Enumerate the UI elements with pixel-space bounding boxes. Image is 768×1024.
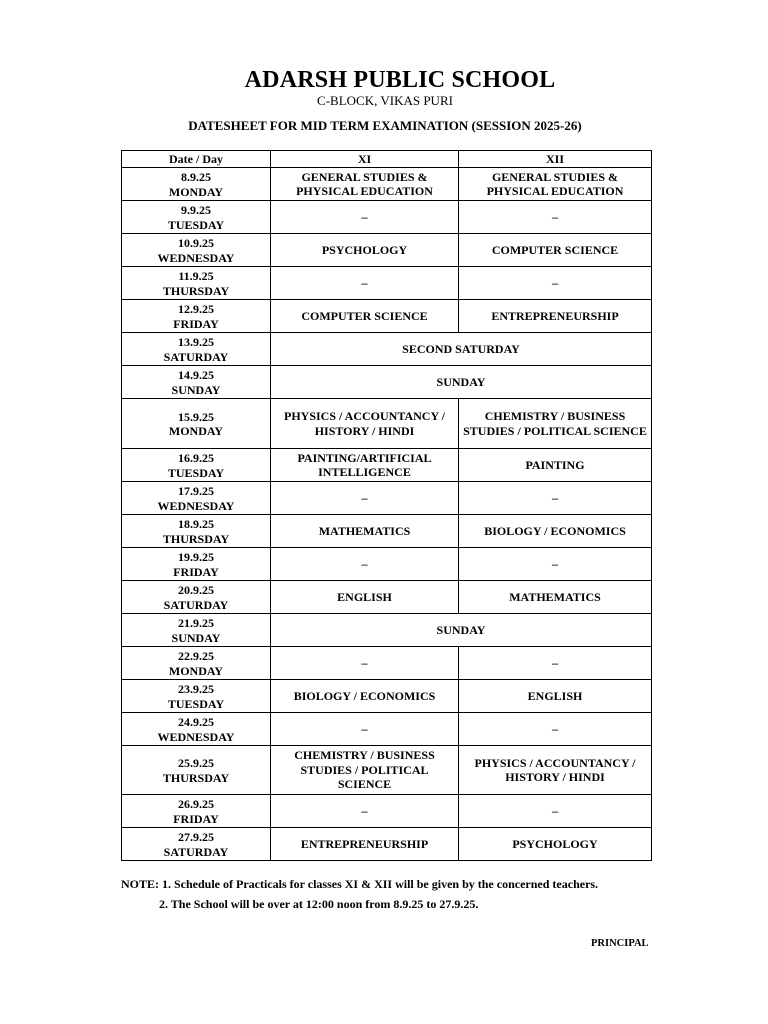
day-text: FRIDAY xyxy=(173,564,219,579)
date-day-cell xyxy=(122,581,271,614)
table-row xyxy=(122,399,652,449)
class-xii-subject-cell: ENTREPRENEURSHIP xyxy=(459,300,652,333)
date-text: 12.9.25 xyxy=(178,302,214,316)
date-text: 8.9.25 xyxy=(181,170,211,184)
class-xii-subject-cell: – xyxy=(459,795,652,828)
note-line-1: NOTE: 1. Schedule of Practicals for classes XI & XII will be given by the concerned teachers. xyxy=(121,877,599,891)
date-day-cell xyxy=(122,482,271,515)
date-day-cell xyxy=(122,449,271,482)
date-text: 15.9.25 xyxy=(178,409,214,424)
date-text: 22.9.25 xyxy=(178,649,214,663)
table-row xyxy=(122,713,652,746)
date-day-cell xyxy=(122,515,271,548)
table-header-row xyxy=(122,151,652,168)
class-xii-subject-cell: – xyxy=(459,267,652,300)
date-text: 23.9.25 xyxy=(178,682,214,696)
date-day-cell xyxy=(122,548,271,581)
table-row xyxy=(122,614,652,647)
holiday-cell: SUNDAY xyxy=(271,366,652,399)
date-day-cell xyxy=(122,267,271,300)
class-xi-subject-cell: – xyxy=(271,713,459,746)
date-day-cell xyxy=(122,680,271,713)
date-text: 25.9.25 xyxy=(178,756,214,770)
class-xi-subject-cell: – xyxy=(271,548,459,581)
table-row xyxy=(122,795,652,828)
table-row xyxy=(122,515,652,548)
class-xi-subject-cell: CHEMISTRY / BUSINESS STUDIES / POLITICAL SCIENCE xyxy=(271,746,459,795)
class-xi-subject-cell: – xyxy=(271,201,459,234)
date-day-cell xyxy=(122,366,271,399)
day-text: MONDAY xyxy=(168,663,224,678)
day-text: THURSDAY xyxy=(162,770,230,785)
class-xii-subject-cell: MATHEMATICS xyxy=(459,581,652,614)
class-xi-subject-cell: PHYSICS / ACCOUNTANCY / HISTORY / HINDI xyxy=(271,399,459,449)
column-header-xii: XII xyxy=(459,151,652,168)
table-row xyxy=(122,647,652,680)
day-text: FRIDAY xyxy=(173,811,219,826)
class-xi-subject-cell: – xyxy=(271,482,459,515)
day-text: WEDNESDAY xyxy=(157,250,235,265)
class-xii-subject-cell: – xyxy=(459,482,652,515)
table-row xyxy=(122,449,652,482)
class-xi-subject-cell: BIOLOGY / ECONOMICS xyxy=(271,680,459,713)
date-day-cell xyxy=(122,614,271,647)
column-header-date: Date / Day xyxy=(122,151,271,168)
table-row xyxy=(122,300,652,333)
class-xii-subject-cell: ENGLISH xyxy=(459,680,652,713)
date-day-cell xyxy=(122,168,271,201)
class-xi-subject-cell: COMPUTER SCIENCE xyxy=(271,300,459,333)
class-xii-subject-cell: – xyxy=(459,201,652,234)
day-text: MONDAY xyxy=(168,424,224,438)
class-xii-subject-cell: COMPUTER SCIENCE xyxy=(459,234,652,267)
day-text: SATURDAY xyxy=(163,597,229,612)
day-text: FRIDAY xyxy=(173,316,219,331)
day-text: TUESDAY xyxy=(167,696,225,711)
class-xii-subject-cell: – xyxy=(459,713,652,746)
class-xii-subject-cell: BIOLOGY / ECONOMICS xyxy=(459,515,652,548)
holiday-cell: SUNDAY xyxy=(271,614,652,647)
class-xii-subject-cell: – xyxy=(459,548,652,581)
table-row xyxy=(122,746,652,795)
date-day-cell xyxy=(122,300,271,333)
class-xii-subject-cell: GENERAL STUDIES & PHYSICAL EDUCATION xyxy=(459,168,652,201)
table-row xyxy=(122,267,652,300)
table-row xyxy=(122,234,652,267)
class-xi-subject-cell: – xyxy=(271,267,459,300)
day-text: TUESDAY xyxy=(167,217,225,232)
day-text: THURSDAY xyxy=(162,283,230,298)
date-day-cell xyxy=(122,713,271,746)
column-header-xi: XI xyxy=(271,151,459,168)
date-text: 16.9.25 xyxy=(178,451,214,465)
date-text: 27.9.25 xyxy=(178,830,214,844)
class-xi-subject-cell: MATHEMATICS xyxy=(271,515,459,548)
day-text: TUESDAY xyxy=(167,465,225,480)
table-row xyxy=(122,828,652,861)
note-line-2: 2. The School will be over at 12:00 noon from 8.9.25 to 27.9.25. xyxy=(159,897,479,911)
day-text: SUNDAY xyxy=(171,382,221,397)
date-day-cell xyxy=(122,201,271,234)
date-text: 11.9.25 xyxy=(178,269,214,283)
date-day-cell xyxy=(122,828,271,861)
date-day-cell xyxy=(122,795,271,828)
date-text: 24.9.25 xyxy=(178,715,214,729)
date-day-cell xyxy=(122,746,271,795)
day-text: SATURDAY xyxy=(163,349,229,364)
date-text: 21.9.25 xyxy=(178,616,214,630)
class-xi-subject-cell: – xyxy=(271,647,459,680)
day-text: SATURDAY xyxy=(163,844,229,859)
class-xi-subject-cell: ENGLISH xyxy=(271,581,459,614)
date-text: 14.9.25 xyxy=(178,368,214,382)
day-text: THURSDAY xyxy=(162,531,230,546)
table-row xyxy=(122,482,652,515)
class-xii-subject-cell: PHYSICS / ACCOUNTANCY / HISTORY / HINDI xyxy=(459,746,652,795)
holiday-cell: SECOND SATURDAY xyxy=(271,333,652,366)
date-day-cell xyxy=(122,647,271,680)
class-xi-subject-cell: ENTREPRENEURSHIP xyxy=(271,828,459,861)
class-xii-subject-cell: PAINTING xyxy=(459,449,652,482)
date-text: 20.9.25 xyxy=(178,583,214,597)
school-address: C-BLOCK, VIKAS PURI xyxy=(317,93,453,108)
class-xi-subject-cell: GENERAL STUDIES & PHYSICAL EDUCATION xyxy=(271,168,459,201)
date-text: 17.9.25 xyxy=(178,484,214,498)
table-row xyxy=(122,680,652,713)
table-row xyxy=(122,548,652,581)
day-text: MONDAY xyxy=(168,184,224,199)
class-xi-subject-cell: – xyxy=(271,795,459,828)
school-name: ADARSH PUBLIC SCHOOL xyxy=(244,67,556,93)
class-xi-subject-cell: PAINTING/ARTIFICIAL INTELLIGENCE xyxy=(271,449,459,482)
date-day-cell xyxy=(122,399,271,449)
date-text: 26.9.25 xyxy=(178,797,214,811)
class-xii-subject-cell: CHEMISTRY / BUSINESS STUDIES / POLITICAL SCIENCE xyxy=(459,399,652,449)
day-text: WEDNESDAY xyxy=(157,498,235,513)
class-xi-subject-cell: PSYCHOLOGY xyxy=(271,234,459,267)
datesheet-title: DATESHEET FOR MID TERM EXAMINATION (SESSION 2025-26) xyxy=(188,118,582,133)
table-row xyxy=(122,581,652,614)
class-xii-subject-cell: – xyxy=(459,647,652,680)
table-row xyxy=(122,201,652,234)
date-text: 19.9.25 xyxy=(178,550,214,564)
date-day-cell xyxy=(122,234,271,267)
date-day-cell xyxy=(122,333,271,366)
date-text: 18.9.25 xyxy=(178,517,214,531)
day-text: SUNDAY xyxy=(171,630,221,645)
table-row xyxy=(122,168,652,201)
datesheet-table xyxy=(121,150,652,861)
date-text: 13.9.25 xyxy=(178,335,214,349)
date-text: 10.9.25 xyxy=(178,236,214,250)
table-row xyxy=(122,366,652,399)
principal-signature-label: PRINCIPAL xyxy=(591,938,649,949)
date-text: 9.9.25 xyxy=(181,203,211,217)
class-xii-subject-cell: PSYCHOLOGY xyxy=(459,828,652,861)
table-row xyxy=(122,333,652,366)
day-text: WEDNESDAY xyxy=(157,729,235,744)
